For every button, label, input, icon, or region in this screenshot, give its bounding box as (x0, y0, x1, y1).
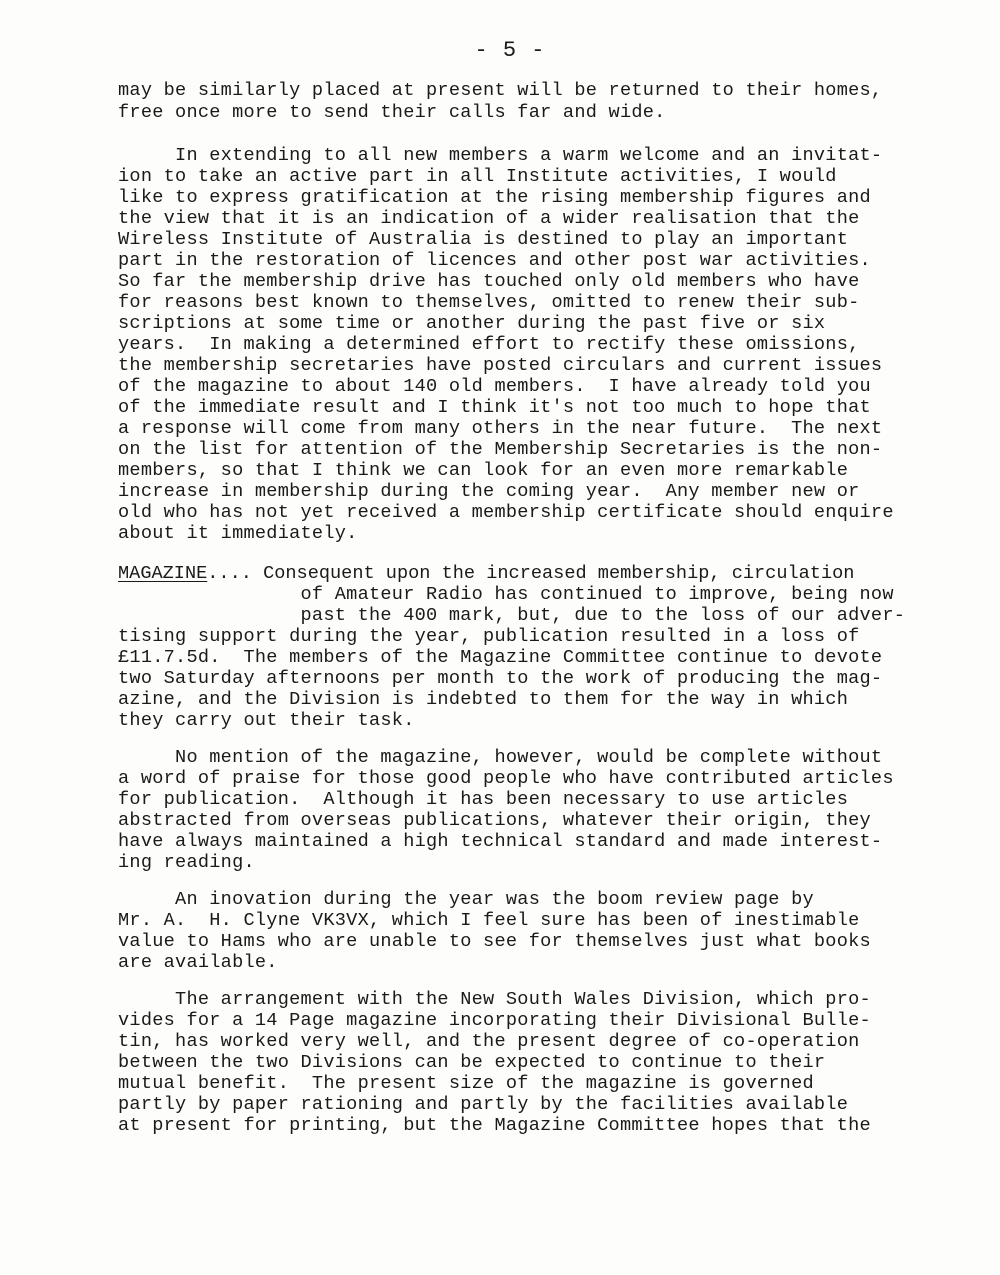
text-line: In extending to all new members a warm welcome and an invitat- (118, 145, 883, 166)
text-line: scriptions at some time or another during the past five or six (118, 313, 826, 334)
text-line: a response will come from many others in the near future. The next (118, 418, 883, 439)
text-line: have always maintained a high technical standard and made interest- (118, 831, 883, 852)
text-line: tising support during the year, publication resulted in a loss of (118, 626, 860, 647)
text-line: The arrangement with the New South Wales Division, which pro- (118, 989, 871, 1010)
text-line: ing reading. (118, 852, 255, 873)
text-line: for publication. Although it has been necessary to use articles (118, 789, 849, 810)
text-line: free once more to send their calls far and wide. (118, 102, 666, 123)
text-line: of Amateur Radio has continued to improve, being now (118, 584, 894, 605)
text-line: An inovation during the year was the boom review page by (118, 889, 814, 910)
text-line: of the immediate result and I think it's not too much to hope that (118, 397, 871, 418)
text-line: part in the restoration of licences and other post war activities. (118, 250, 871, 271)
page-number: - 5 - (474, 38, 546, 63)
section-heading-magazine (118, 563, 854, 584)
text-line: No mention of the magazine, however, would be complete without (118, 747, 883, 768)
text-line: Mr. A. H. Clyne VK3VX, which I feel sure has been of inestimable (118, 910, 860, 931)
text-line: old who has not yet received a membership certificate should enquire (118, 502, 894, 523)
text-line: at present for printing, but the Magazine Committee hopes that the (118, 1115, 871, 1136)
text-line: members, so that I think we can look for an even more remarkable (118, 460, 849, 481)
text-line: the membership secretaries have posted circulars and current issues (118, 355, 883, 376)
text-line: value to Hams who are unable to see for themselves just what books (118, 931, 871, 952)
text-line: for reasons best known to themselves, omitted to renew their sub- (118, 292, 860, 313)
text-line: may be similarly placed at present will be returned to their homes, (118, 80, 883, 101)
text-line: abstracted from overseas publications, whatever their origin, they (118, 810, 871, 831)
text-line: between the two Divisions can be expected to continue to their (118, 1052, 826, 1073)
text-line: ion to take an active part in all Institute activities, I would (118, 166, 837, 187)
text-line: of the magazine to about 140 old members. I have already told you (118, 376, 871, 397)
text-line: past the 400 mark, but, due to the loss of our adver- (118, 605, 906, 626)
text-line: partly by paper rationing and partly by the facilities available (118, 1094, 849, 1115)
text-line: like to express gratification at the rising membership figures and (118, 187, 871, 208)
text-line: vides for a 14 Page magazine incorporating their Divisional Bulle- (118, 1010, 871, 1031)
text-line: on the list for attention of the Membership Secretaries is the non- (118, 439, 883, 460)
text-line: So far the membership drive has touched only old members who have (118, 271, 860, 292)
text-line: mutual benefit. The present size of the magazine is governed (118, 1073, 814, 1094)
text-line: £11.7.5d. The members of the Magazine Committee continue to devote (118, 647, 883, 668)
text-line: Wireless Institute of Australia is destined to play an important (118, 229, 849, 250)
text-line: two Saturday afternoons per month to the work of producing the mag- (118, 668, 883, 689)
text-line: azine, and the Division is indebted to them for the way in which (118, 689, 849, 710)
text-line: tin, has worked very well, and the present degree of co-operation (118, 1031, 860, 1052)
text-line: Consequent upon the increased membership, circulation (251, 563, 855, 584)
section-heading-suffix: .... (207, 563, 252, 584)
text-line: years. In making a determined effort to rectify these omissions, (118, 334, 860, 355)
text-line: the view that it is an indication of a wider realisation that the (118, 208, 860, 229)
text-line: a word of praise for those good people who have contributed articles (118, 768, 894, 789)
section-heading-label: MAGAZINE (118, 563, 208, 584)
text-line: are available. (118, 952, 278, 973)
text-line: increase in membership during the coming year. Any member new or (118, 481, 860, 502)
text-line: they carry out their task. (118, 710, 415, 731)
text-line: about it immediately. (118, 523, 358, 544)
